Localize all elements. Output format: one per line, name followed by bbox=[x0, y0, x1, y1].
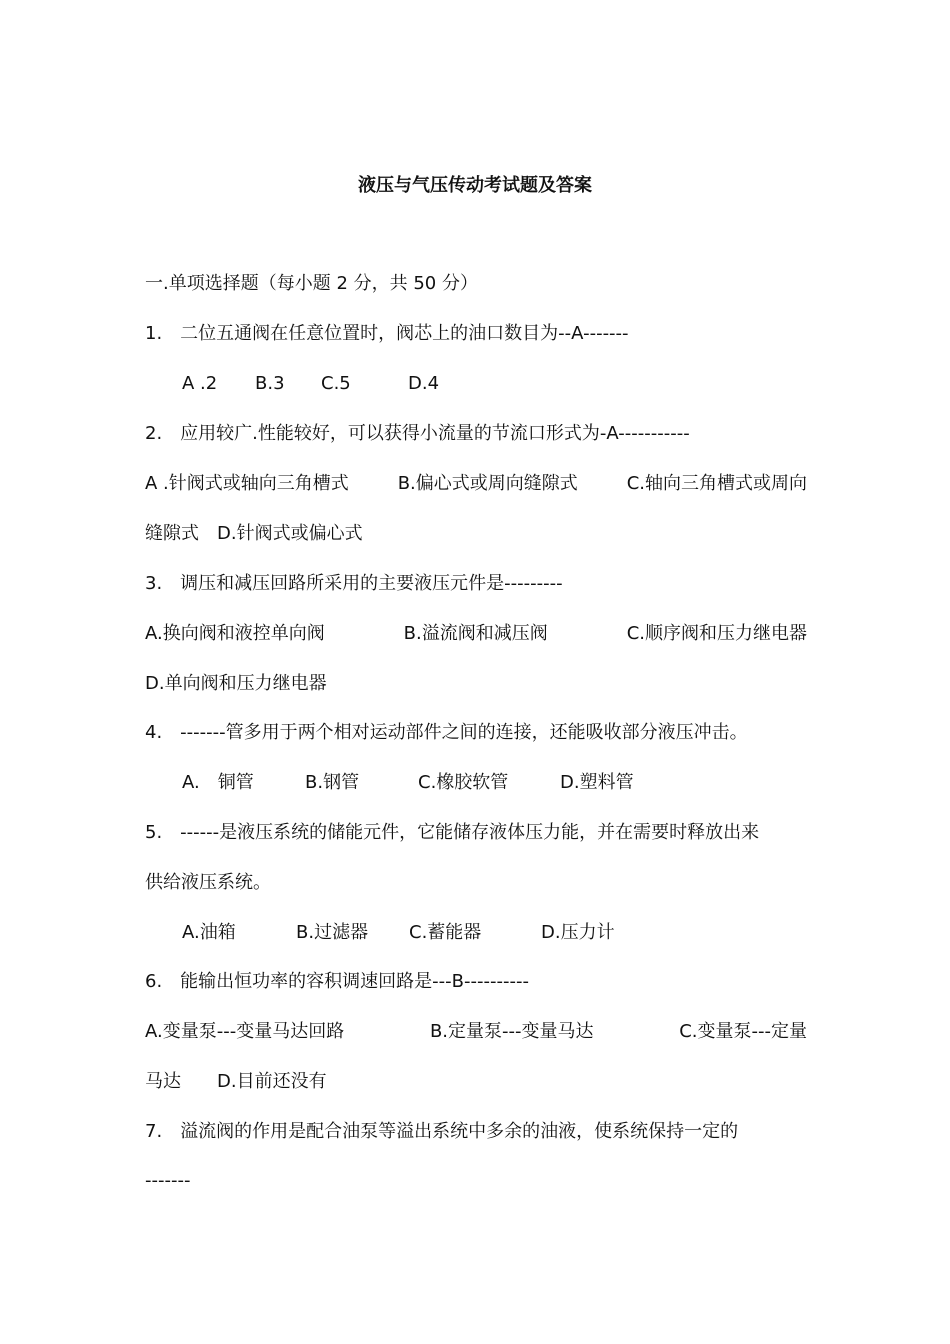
question-4-stem: 4. -------管多用于两个相对运动部件之间的连接，还能吸收部分液压冲击。 bbox=[145, 722, 748, 743]
question-2-option-a: A .针阀式或轴向三角槽式 bbox=[145, 473, 349, 494]
question-2-options-line-2: 缝隙式 D.针阀式或偏心式 bbox=[145, 523, 363, 544]
document-title: 液压与气压传动考试题及答案 bbox=[358, 175, 592, 196]
question-1-option-b: B.3 bbox=[255, 373, 285, 394]
question-1-option-c: C.5 bbox=[321, 373, 351, 394]
question-5-option-a: A.油箱 bbox=[182, 922, 236, 943]
question-5-option-c: C.蓄能器 bbox=[409, 922, 482, 943]
question-2-stem: 2. 应用较广.性能较好，可以获得小流量的节流口形式为-A----------- bbox=[145, 423, 690, 444]
question-6-options-line-2: 马达 D.目前还没有 bbox=[145, 1071, 327, 1092]
question-1-option-a: A .2 bbox=[182, 373, 218, 394]
question-6-option-b: B.定量泵---变量马达 bbox=[429, 1021, 594, 1042]
question-7-stem-line-1: 7. 溢流阀的作用是配合油泵等溢出系统中多余的油液，使系统保持一定的 bbox=[145, 1121, 739, 1142]
question-6-stem: 6. 能输出恒功率的容积调速回路是---B---------- bbox=[145, 971, 529, 992]
question-3-stem: 3. 调压和减压回路所采用的主要液压元件是--------- bbox=[145, 573, 563, 594]
question-5-stem-line-2: 供给液压系统。 bbox=[145, 872, 271, 893]
question-5-stem-line-1: 5. ------是液压系统的储能元件，它能储存液体压力能，并在需要时释放出来 bbox=[145, 822, 760, 843]
question-2-options-line-1 bbox=[145, 471, 807, 497]
question-1-option-d: D.4 bbox=[408, 373, 440, 394]
question-6-option-a: A.变量泵---变量马达回路 bbox=[145, 1021, 345, 1042]
section-heading: 一.单项选择题（每小题 2 分，共 50 分） bbox=[145, 273, 478, 294]
question-5-option-d: D.压力计 bbox=[541, 922, 615, 943]
question-7-stem-line-2: ------- bbox=[145, 1170, 191, 1191]
question-1-stem: 1. 二位五通阀在任意位置时，阀芯上的油口数目为--A------- bbox=[145, 323, 629, 344]
question-3-option-a: A.换向阀和液控单向阀 bbox=[145, 623, 325, 644]
question-6-options-line-1 bbox=[145, 1019, 807, 1045]
question-3-option-c: C.顺序阀和压力继电器 bbox=[626, 623, 807, 644]
question-3-options-line-1 bbox=[145, 621, 807, 647]
question-2-option-b: B.偏心式或周向缝隙式 bbox=[397, 473, 578, 494]
question-2-option-c: C.轴向三角槽式或周向 bbox=[626, 473, 807, 494]
question-3-option-b: B.溢流阀和减压阀 bbox=[403, 623, 548, 644]
question-4-option-c: C.橡胶软管 bbox=[418, 772, 509, 793]
question-5-option-b: B.过滤器 bbox=[296, 922, 369, 943]
question-4-option-b: B.钢管 bbox=[305, 772, 360, 793]
question-4-option-a: A. 铜管 bbox=[182, 772, 254, 793]
question-6-option-c: C.变量泵---定量 bbox=[679, 1021, 807, 1042]
question-3-option-d: D.单向阀和压力继电器 bbox=[145, 673, 327, 694]
question-4-option-d: D.塑料管 bbox=[560, 772, 634, 793]
